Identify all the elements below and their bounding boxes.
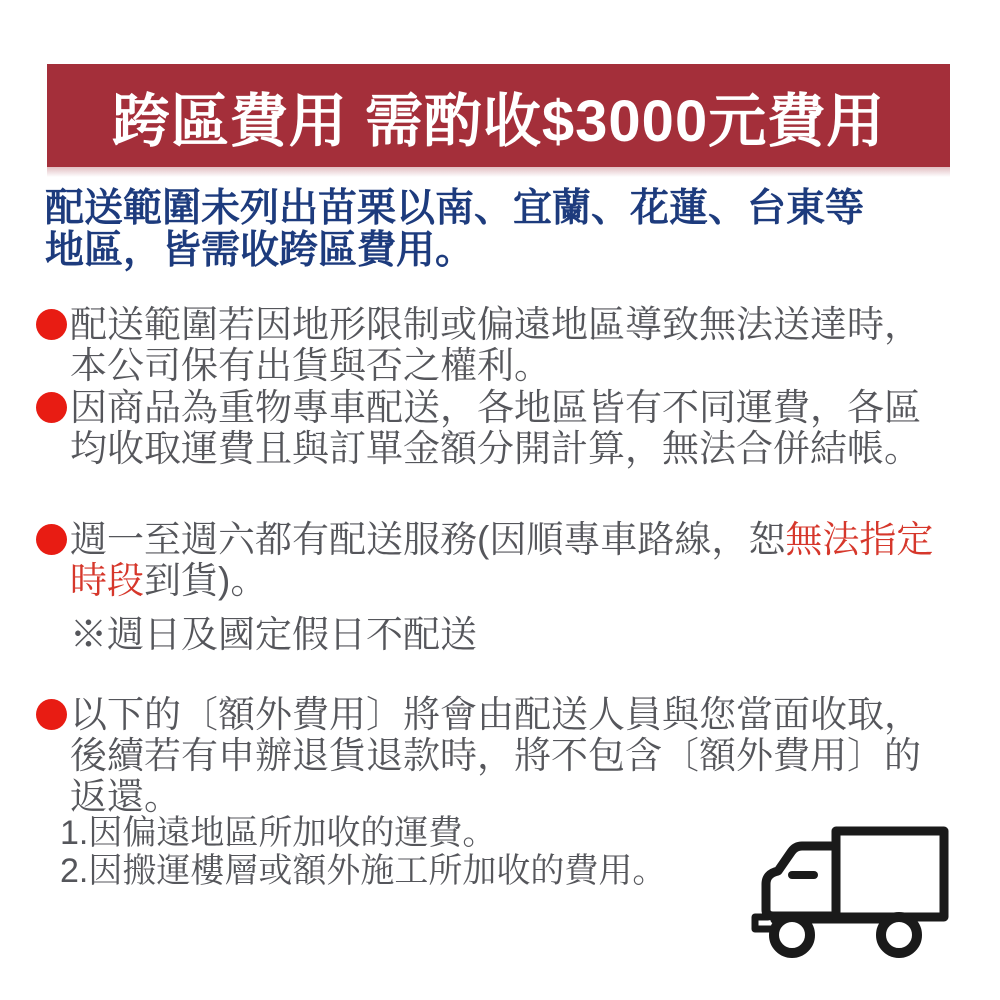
- bullet-dot-icon: [36, 524, 67, 555]
- bullet-delivery-range-limit: [0, 304, 970, 386]
- bullet2-line-2: 均收取運費且與訂單金額分開計算，無法合併結帳。: [70, 428, 921, 469]
- intro-line-2: 地區，皆需收跨區費用。: [45, 229, 475, 272]
- extra-fee-item-2: 2.因搬運樓層或額外施工所加收的費用。: [60, 852, 667, 890]
- bullet4-line-2: 後續若有申辦退貨退款時，將不包含〔額外費用〕的: [70, 735, 921, 776]
- extra-fee-list: [60, 814, 666, 890]
- bullet3-line1-gray: 週一至週六都有配送服務(因順專車路線，恕: [70, 519, 786, 560]
- bullet-dot-icon: [36, 309, 67, 340]
- bullet-dot-icon: [36, 699, 67, 730]
- bullet1-line-2: 本公司保有出貨與否之權利。: [70, 345, 551, 386]
- bullet3-line1-red: 無法指定: [785, 519, 934, 560]
- sunday-no-delivery-note: ※週日及國定假日不配送: [70, 614, 477, 655]
- intro-line-1: 配送範圍未列出苗栗以南、宜蘭、花蓮、台東等: [45, 187, 865, 230]
- bullet3-line-2: [70, 560, 970, 601]
- bullet4-line-1: 以下的〔額外費用〕將會由配送人員與您當面收取，: [70, 694, 921, 735]
- bullet-extra-fees: [0, 694, 970, 817]
- bullet3-line2-gray: 到貨)。: [144, 560, 268, 601]
- bullet-delivery-schedule: [0, 519, 970, 601]
- bullet3-line2-red: 時段: [70, 560, 144, 601]
- bullet2-line-1: 因商品為重物專車配送，各地區皆有不同運費，各區: [70, 387, 921, 428]
- cross-region-fee-banner: [47, 64, 950, 167]
- banner-title: 跨區費用 需酌收$3000元費用: [111, 88, 886, 154]
- bullet3-line-1: [70, 519, 970, 560]
- bullet4-line-3: 返還。: [70, 776, 181, 817]
- bullet1-line-1: 配送範圍若因地形限制或偏遠地區導致無法送達時，: [70, 304, 921, 345]
- delivery-scope-intro: [45, 188, 965, 272]
- extra-fee-item-1: 1.因偏遠地區所加收的運費。: [60, 814, 497, 852]
- delivery-truck-icon: [748, 826, 960, 962]
- bullet-dot-icon: [36, 392, 67, 423]
- bullet-heavy-goods-freight: [0, 387, 970, 469]
